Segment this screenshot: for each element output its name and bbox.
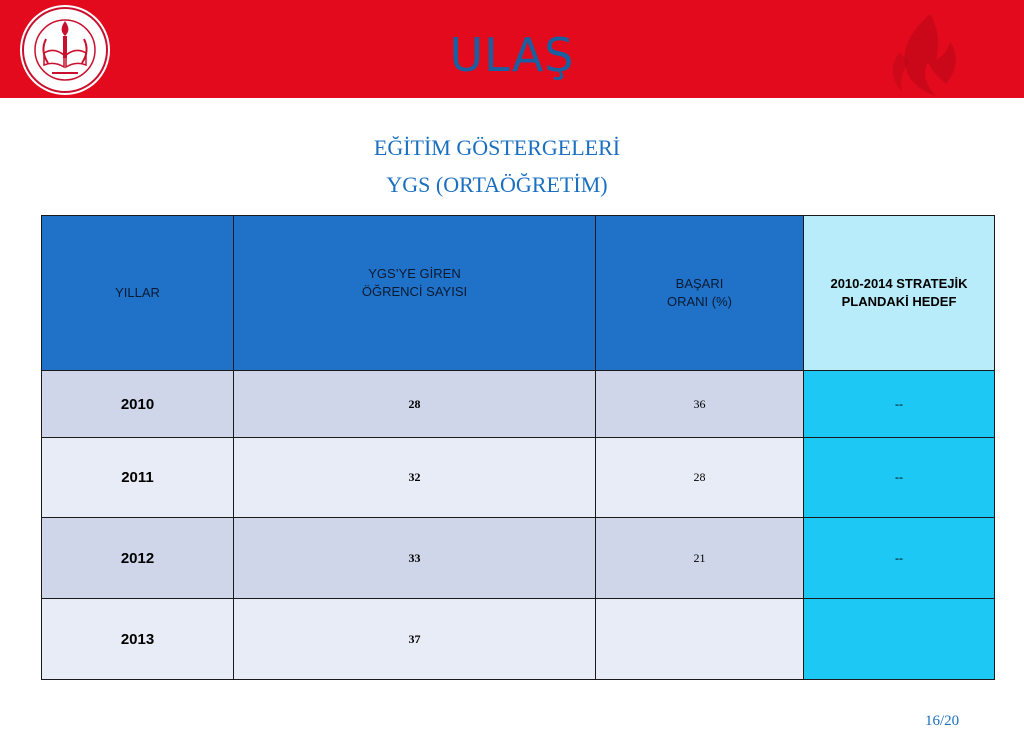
student-count-cell: 33 <box>234 518 596 599</box>
header-bar <box>0 0 1024 98</box>
header-target-line1: 2010-2014 STRATEJİK <box>830 276 968 291</box>
header-years <box>42 216 234 371</box>
slide-subtitle-2: YGS (ORTAÖĞRETİM) <box>386 172 608 197</box>
slide-title: ULAŞ <box>449 28 575 82</box>
student-count-cell: 28 <box>234 371 596 438</box>
year-cell: 2012 <box>42 518 234 599</box>
header-count-line2: ÖĞRENCİ SAYISI <box>361 284 468 299</box>
indicators-table <box>41 215 995 680</box>
header-strategic-target <box>804 216 995 371</box>
header-success-rate <box>596 216 804 371</box>
table-row <box>42 371 995 438</box>
table-row <box>42 518 995 599</box>
year-cell: 2011 <box>42 438 234 518</box>
page-number: 16/20 <box>925 713 960 729</box>
year-cell: 2013 <box>42 599 234 680</box>
student-count-cell: 32 <box>234 438 596 518</box>
year-cell: 2010 <box>42 371 234 438</box>
target-cell: -- <box>804 438 995 518</box>
success-rate-cell <box>596 599 804 680</box>
target-cell <box>804 599 995 680</box>
header-rate-line2: ORANI (%) <box>667 294 732 309</box>
table-header-row <box>42 216 995 371</box>
slide-subtitle-1: EĞİTİM GÖSTERGELERİ <box>373 135 621 160</box>
table-row <box>42 599 995 680</box>
header-rate-line1: BAŞARI <box>675 276 724 291</box>
target-cell: -- <box>804 371 995 438</box>
target-cell: -- <box>804 518 995 599</box>
header-student-count <box>234 216 596 371</box>
header-target-line2: PLANDAKİ HEDEF <box>841 294 957 309</box>
table-row <box>42 438 995 518</box>
success-rate-cell: 36 <box>596 371 804 438</box>
success-rate-cell: 28 <box>596 438 804 518</box>
header-years-label: YILLAR <box>115 285 160 300</box>
header-count-line1: YGS’YE GİREN <box>368 266 461 281</box>
student-count-cell: 37 <box>234 599 596 680</box>
success-rate-cell: 21 <box>596 518 804 599</box>
